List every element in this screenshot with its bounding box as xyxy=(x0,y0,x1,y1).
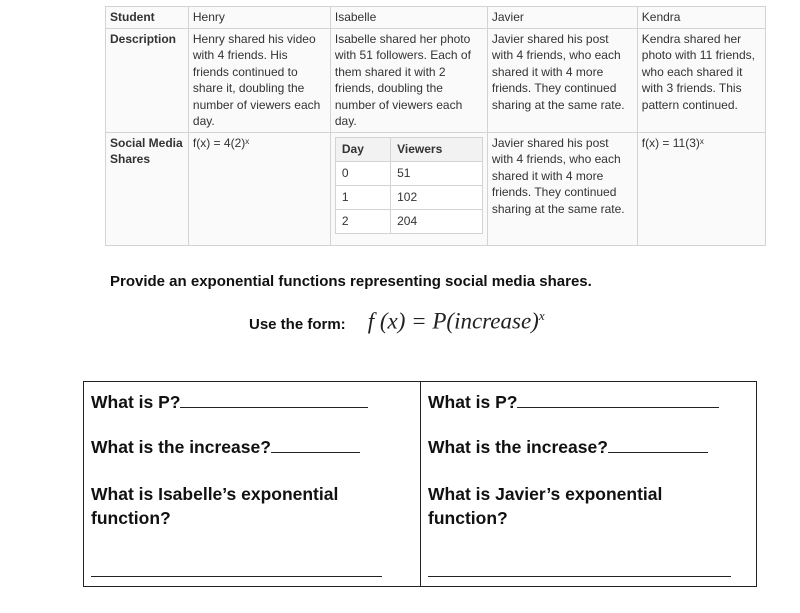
description-header: Description xyxy=(106,28,189,132)
student-name-javier: Javier xyxy=(487,7,637,29)
answer-box xyxy=(83,381,757,587)
day-cell: 1 xyxy=(335,185,390,209)
answer-blank-p[interactable] xyxy=(517,406,719,408)
question-p-label: What is P? xyxy=(91,392,181,412)
viewers-cell: 51 xyxy=(391,161,483,185)
question-function: What is Isabelle’s exponential function? xyxy=(91,484,339,528)
form-row xyxy=(249,308,545,335)
shares-henry: f(x) = 4(2)ˣ xyxy=(188,132,330,245)
formula-exponent: x xyxy=(538,308,545,323)
student-name-henry: Henry xyxy=(188,7,330,29)
question-increase xyxy=(428,437,750,458)
answer-cell-javier xyxy=(420,382,756,586)
shares-javier: Javier shared his post with 4 friends, who each shared it with 4 more friends. They continued sharing at the same rate. xyxy=(487,132,637,245)
question-p xyxy=(428,392,750,413)
answer-cell-isabelle xyxy=(84,382,420,586)
exponential-formula xyxy=(368,308,545,335)
day-column-header: Day xyxy=(335,137,390,161)
student-name-kendra: Kendra xyxy=(637,7,765,29)
question-increase xyxy=(91,437,414,458)
social-media-shares-table xyxy=(105,6,766,246)
table-row xyxy=(335,185,482,209)
viewers-column-header: Viewers xyxy=(391,137,483,161)
description-row xyxy=(106,28,766,132)
answer-blank-p[interactable] xyxy=(180,406,368,408)
description-isabelle: Isabelle shared her photo with 51 followers. Each of them shared it with 2 friends, doubling the number of viewers each day. xyxy=(330,28,487,132)
viewers-cell: 102 xyxy=(391,185,483,209)
answer-line-function[interactable] xyxy=(91,576,382,577)
answer-line-function[interactable] xyxy=(428,576,731,577)
shares-kendra: f(x) = 11(3)ˣ xyxy=(637,132,765,245)
form-label: Use the form: xyxy=(249,315,346,333)
formula-base: f (x) = P(increase) xyxy=(367,308,539,334)
question-p-label: What is P? xyxy=(428,392,518,412)
viewers-cell: 204 xyxy=(391,209,483,233)
shares-header: Social Media Shares xyxy=(106,132,189,245)
description-javier: Javier shared his post with 4 friends, who each shared it with 4 more friends. They continued sharing at the same rate. xyxy=(487,28,637,132)
table-row xyxy=(335,209,482,233)
instructions-prompt: Provide an exponential functions representing social media shares. xyxy=(110,273,592,290)
day-cell: 0 xyxy=(335,161,390,185)
student-name-isabelle: Isabelle xyxy=(330,7,487,29)
viewers-table-header-row xyxy=(335,137,482,161)
isabelle-viewers-table xyxy=(335,137,483,234)
student-row xyxy=(106,7,766,29)
description-kendra: Kendra shared her photo with 11 friends, who each shared it with 3 friends. This pattern continued. xyxy=(637,28,765,132)
question-p xyxy=(91,392,414,413)
question-increase-label: What is the increase? xyxy=(91,437,271,457)
day-cell: 2 xyxy=(335,209,390,233)
answer-blank-increase[interactable] xyxy=(271,451,360,453)
student-header: Student xyxy=(106,7,189,29)
question-function: What is Javier’s exponential function? xyxy=(428,484,663,528)
table-row xyxy=(335,161,482,185)
answer-blank-increase[interactable] xyxy=(608,451,708,453)
question-increase-label: What is the increase? xyxy=(428,437,608,457)
shares-row xyxy=(106,132,766,245)
shares-isabelle xyxy=(330,132,487,245)
description-henry: Henry shared his video with 4 friends. His friends continued to share it, doubling the number of viewers each day. xyxy=(188,28,330,132)
